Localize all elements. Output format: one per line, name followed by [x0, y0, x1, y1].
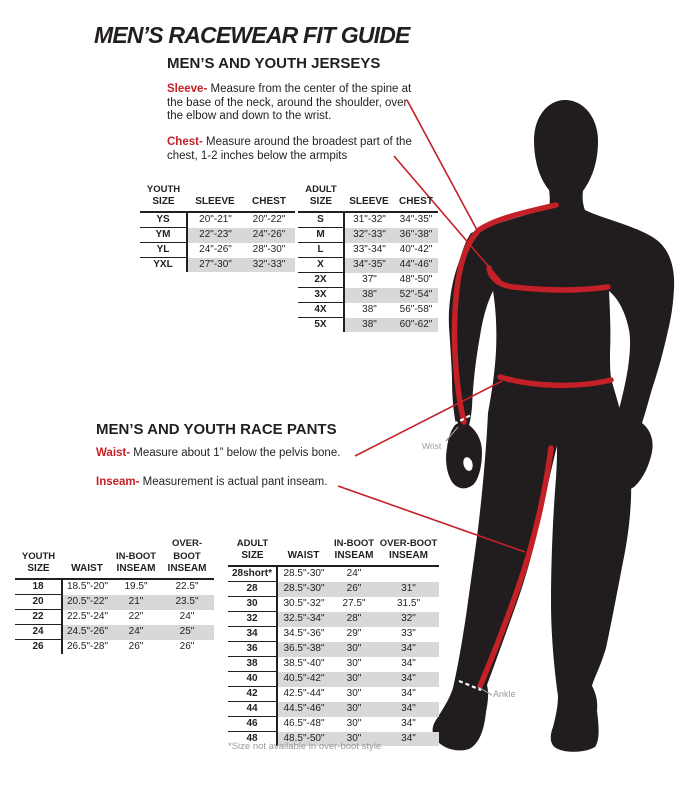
- value-cell: 40.5"-42": [277, 672, 330, 687]
- table-row: [140, 228, 295, 243]
- value-cell: 34"-35": [399, 214, 433, 226]
- jerseys-heading: MEN’S AND YOUTH JERSEYS: [167, 55, 381, 72]
- column-header: WAIST: [287, 550, 320, 561]
- value-cell: 24": [346, 568, 362, 580]
- value-cell: 24": [112, 625, 160, 640]
- value-cell: 36.5"-38": [277, 642, 330, 657]
- table-row: [228, 627, 439, 642]
- header-row: [15, 537, 214, 579]
- size-cell: 24: [15, 625, 62, 640]
- value-cell: 34": [401, 658, 416, 669]
- value-cell: 34": [378, 642, 439, 657]
- column-header: OVER-BOOT INSEAM: [167, 538, 207, 574]
- size-cell: X: [298, 258, 344, 273]
- value-cell: 38": [344, 318, 394, 333]
- chest-label: Chest-: [167, 136, 203, 148]
- value-cell: 44"-46": [394, 258, 438, 273]
- adult-jersey: [298, 183, 438, 332]
- value-cell: 32"-33": [243, 258, 295, 273]
- adult-jersey-table: [298, 183, 438, 332]
- value-cell: 32": [378, 612, 439, 627]
- pants-heading: MEN’S AND YOUTH RACE PANTS: [96, 421, 337, 438]
- adult-pants: [228, 537, 439, 746]
- size-cell: 48: [228, 732, 277, 747]
- value-cell: 46.5"-48": [283, 718, 325, 729]
- youth-pants: [15, 537, 214, 654]
- table-row: [298, 318, 438, 333]
- value-cell: 34"-35": [344, 258, 394, 273]
- value-cell: 56"-58": [399, 304, 433, 315]
- youth-jersey-table: [140, 183, 295, 272]
- value-cell: 23.5": [160, 595, 214, 610]
- value-cell: 29": [346, 628, 362, 639]
- table-row: [15, 625, 214, 640]
- sleeve-instructions: [167, 83, 423, 124]
- value-cell: 48"-50": [399, 274, 433, 285]
- value-cell: 34": [378, 672, 439, 687]
- value-cell: 28.5"-30": [277, 582, 330, 597]
- table-row: [228, 687, 439, 702]
- value-cell: 33": [401, 628, 416, 639]
- table-row: [228, 582, 439, 597]
- column-header: YOUTH SIZE: [146, 184, 181, 207]
- value-cell: 20"-22": [252, 214, 286, 226]
- ankle-label: Ankle: [493, 689, 516, 699]
- value-cell: 44.5"-46": [277, 702, 330, 717]
- size-cell: YM: [140, 228, 187, 243]
- size-cell: L: [298, 243, 344, 258]
- value-cell: [378, 566, 439, 582]
- value-cell: 18.5"-20": [66, 581, 108, 593]
- table-row: [228, 702, 439, 717]
- inseam-instructions: [96, 476, 327, 490]
- table-row: [298, 288, 438, 303]
- column-header: IN-BOOT INSEAM: [115, 551, 157, 574]
- value-cell: 20.5"-22": [62, 595, 112, 610]
- header-row: [228, 537, 439, 566]
- size-cell: 44: [228, 702, 277, 717]
- size-cell: 28: [228, 582, 277, 597]
- size-cell: 22: [15, 610, 62, 625]
- youth-pants-table: [15, 537, 214, 654]
- header-row: [140, 183, 295, 212]
- size-cell: 2X: [298, 273, 344, 288]
- size-cell: M: [298, 228, 344, 243]
- size-cell: 40: [228, 672, 277, 687]
- value-cell: 34": [401, 718, 416, 729]
- value-cell: 28": [330, 612, 378, 627]
- inseam-text: Measurement is actual pant inseam.: [142, 476, 328, 488]
- size-cell: 34: [228, 627, 277, 642]
- size-footnote: *Size not available in over-boot style: [228, 741, 382, 752]
- table-row: [140, 258, 295, 273]
- youth-jersey: [140, 183, 295, 272]
- size-cell: 28short*: [228, 566, 277, 582]
- value-cell: 30": [330, 642, 378, 657]
- body-silhouette: [433, 100, 675, 752]
- table-row: [228, 566, 439, 582]
- value-cell: 30": [330, 702, 378, 717]
- value-cell: 22": [128, 611, 144, 622]
- table-row: [298, 228, 438, 243]
- table-row: [298, 258, 438, 273]
- column-header: SLEEVE: [195, 196, 235, 207]
- table-row: [15, 640, 214, 655]
- value-cell: 27"-30": [187, 258, 243, 273]
- size-cell: 5X: [298, 318, 344, 333]
- column-header: ADULT SIZE: [236, 538, 269, 561]
- value-cell: 30": [330, 732, 378, 747]
- column-header: SLEEVE: [349, 196, 389, 207]
- value-cell: 21": [112, 595, 160, 610]
- size-cell: YL: [140, 243, 187, 258]
- value-cell: 30.5"-32": [283, 598, 325, 609]
- table-row: [228, 657, 439, 672]
- value-cell: 38": [344, 288, 394, 303]
- value-cell: 24.5"-26": [62, 625, 112, 640]
- sleeve-text: Measure from the center of the spine at the base of the neck, around the shoulder, over the elbow and down to the wrist.: [167, 83, 412, 122]
- table-row: [228, 597, 439, 612]
- value-cell: 26": [128, 640, 144, 652]
- value-cell: 40"-42": [399, 244, 433, 255]
- value-cell: 34.5"-36": [283, 628, 325, 639]
- value-cell: 48.5"-50": [277, 732, 330, 747]
- inseam-label: Inseam-: [96, 476, 140, 488]
- column-header: WAIST: [71, 563, 103, 574]
- header-row: [298, 183, 438, 212]
- size-cell: 18: [15, 579, 62, 595]
- value-cell: 26": [179, 640, 195, 652]
- value-cell: 26.5"-28": [66, 640, 108, 652]
- column-header: OVER-BOOT INSEAM: [379, 538, 438, 561]
- table-row: [298, 243, 438, 258]
- value-cell: 28"-30": [252, 244, 286, 255]
- sleeve-label: Sleeve-: [167, 83, 208, 95]
- table-row: [140, 243, 295, 258]
- value-cell: 24"-26": [243, 228, 295, 243]
- size-cell: 26: [15, 640, 62, 655]
- table-row: [298, 303, 438, 318]
- size-cell: 42: [228, 687, 277, 702]
- value-cell: 34": [401, 688, 416, 699]
- size-cell: 3X: [298, 288, 344, 303]
- value-cell: 30": [346, 688, 362, 699]
- value-cell: 37": [362, 274, 377, 285]
- value-cell: 38.5"-40": [283, 658, 325, 669]
- value-cell: 52"-54": [394, 288, 438, 303]
- table-row: [15, 579, 214, 595]
- value-cell: 28.5"-30": [283, 568, 325, 580]
- value-cell: 31.5": [396, 598, 420, 609]
- value-cell: 20"-21": [199, 214, 232, 226]
- waist-label: Waist-: [96, 447, 131, 459]
- size-cell: S: [298, 212, 344, 228]
- value-cell: 32"-33": [344, 228, 394, 243]
- size-cell: YS: [140, 212, 187, 228]
- value-cell: 32.5"-34": [277, 612, 330, 627]
- column-header: CHEST: [252, 196, 286, 207]
- size-cell: 36: [228, 642, 277, 657]
- value-cell: 22.5": [175, 581, 199, 593]
- adult-pants-table: [228, 537, 439, 746]
- size-cell: 4X: [298, 303, 344, 318]
- table-row: [228, 612, 439, 627]
- size-cell: YXL: [140, 258, 187, 273]
- table-row: [298, 212, 438, 228]
- size-cell: 20: [15, 595, 62, 610]
- value-cell: 25": [160, 625, 214, 640]
- value-cell: 31"-32": [353, 214, 386, 226]
- value-cell: 19.5": [124, 581, 148, 593]
- column-header: ADULT SIZE: [305, 184, 337, 207]
- column-header: CHEST: [399, 196, 433, 207]
- column-header: YOUTH SIZE: [21, 551, 56, 574]
- table-row: [228, 717, 439, 732]
- value-cell: 42.5"-44": [283, 688, 325, 699]
- table-row: [228, 672, 439, 687]
- value-cell: 60"-62": [394, 318, 438, 333]
- table-row: [15, 610, 214, 625]
- value-cell: 30": [346, 718, 362, 729]
- table-row: [15, 595, 214, 610]
- value-cell: 27.5": [342, 598, 366, 609]
- size-cell: 30: [228, 597, 277, 612]
- wrist-label: Wrist: [422, 441, 442, 451]
- value-cell: 34": [378, 732, 439, 747]
- chest-text: Measure around the broadest part of the chest, 1-2 inches below the armpits: [167, 136, 412, 162]
- size-cell: 38: [228, 657, 277, 672]
- value-cell: 34": [378, 702, 439, 717]
- table-row: [298, 273, 438, 288]
- value-cell: 30": [346, 658, 362, 669]
- value-cell: 30": [330, 672, 378, 687]
- value-cell: 24"-26": [199, 244, 232, 255]
- page-title: MEN’S RACEWEAR FIT GUIDE: [94, 22, 410, 48]
- size-cell: 46: [228, 717, 277, 732]
- column-header: IN-BOOT INSEAM: [333, 538, 375, 561]
- value-cell: 26": [330, 582, 378, 597]
- value-cell: 22"-23": [187, 228, 243, 243]
- value-cell: 31": [378, 582, 439, 597]
- value-cell: 22.5"-24": [66, 611, 108, 622]
- value-cell: 38": [362, 304, 377, 315]
- size-cell: 32: [228, 612, 277, 627]
- waist-text: Measure about 1” below the pelvis bone.: [133, 447, 341, 459]
- value-cell: 33"-34": [353, 244, 386, 255]
- value-cell: 36"-38": [394, 228, 438, 243]
- chest-instructions: [167, 136, 423, 163]
- waist-instructions: [96, 447, 340, 461]
- table-row: [228, 642, 439, 657]
- table-row: [140, 212, 295, 228]
- value-cell: 24": [179, 611, 195, 622]
